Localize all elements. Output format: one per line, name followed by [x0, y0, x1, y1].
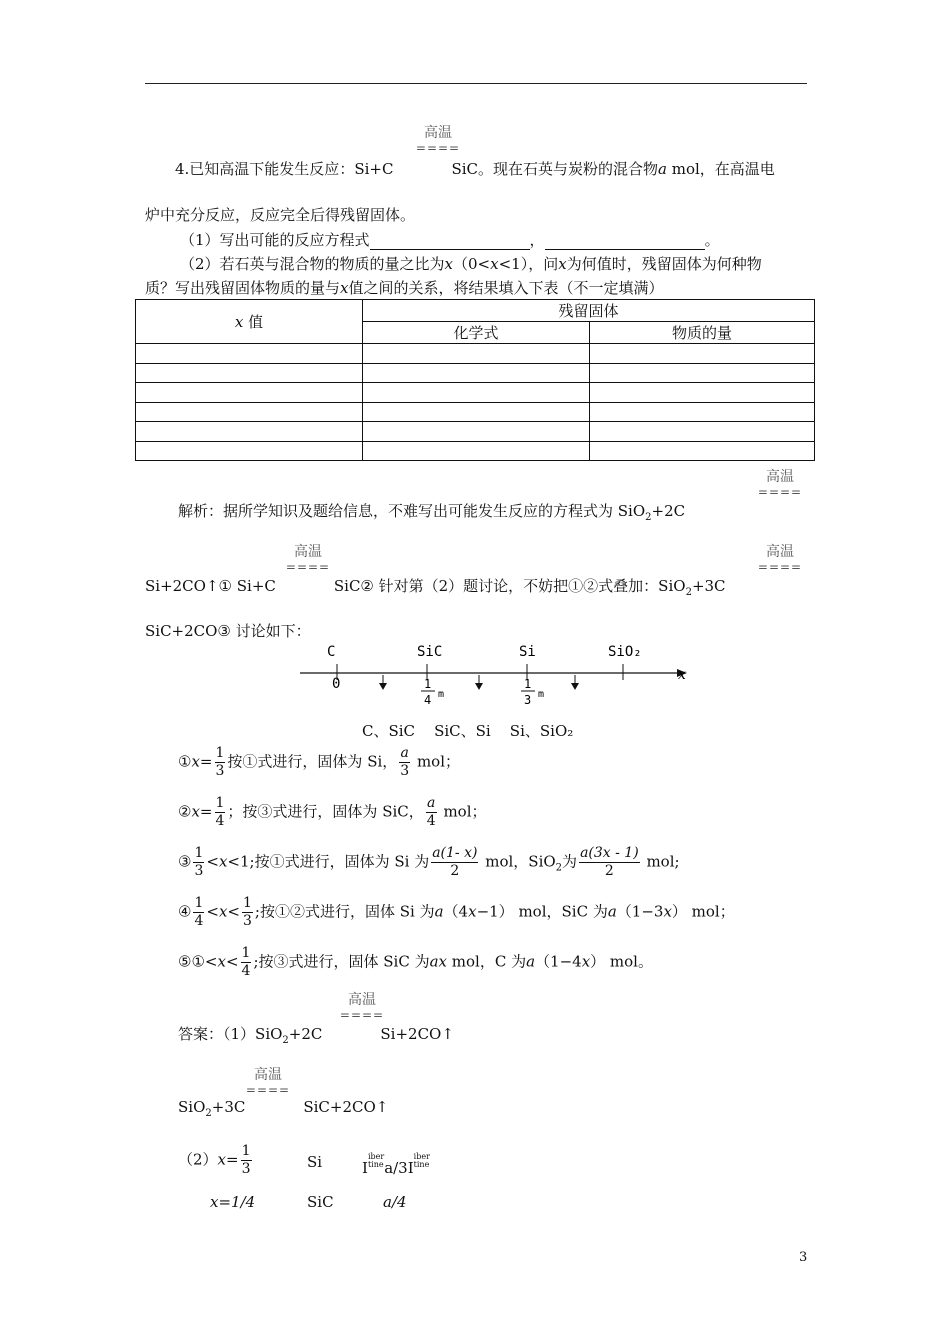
answer-table	[135, 299, 815, 461]
down-arrow-icon	[379, 675, 387, 690]
problem-line-1: 4.已知高温下能发生反应：Si+C SiC。现在石英与炭粉的混合物a mol，在高温电	[175, 160, 775, 178]
analysis-line-1: 解析：据所学知识及题给信息，不难写出可能发生反应的方程式为 SiO$_2$+2C	[178, 502, 686, 523]
number-line-diagram	[295, 640, 695, 710]
case-2: ②x= $\frac{1}{4}$ ；按③式进行，固体为 SiC， $\frac{a}{4}$ mol；	[178, 795, 487, 829]
analysis-line-3: SiC+2CO③ 讨论如下：	[145, 622, 311, 640]
table-row	[136, 363, 815, 383]
frac1-num: 1	[424, 677, 432, 691]
analysis-condition-3: 高温 ====	[757, 544, 803, 574]
answer-3-x: x=1/4	[210, 1193, 256, 1211]
table-header-amount: 物质的量	[590, 322, 815, 344]
frac1-m: m	[438, 689, 445, 700]
case-3: ③ $\frac{1}{3}$ <x<1;按①式进行，固体为 Si 为 $\frac{a(1- x)}{2}$ mol，SiO$_2$为 $\frac{a(3x - 1)}{2}$ mol;	[178, 845, 680, 879]
frac2-m: m	[538, 689, 545, 700]
answer-2-si: Si	[307, 1153, 323, 1171]
answer-3-amount: a/4	[383, 1193, 407, 1211]
table-header-residue: 残留固体	[363, 300, 815, 322]
label-zero: 0	[332, 676, 341, 692]
case-1: ①x= $\frac{1}{3}$ 按①式进行，固体为 Si， $\frac{a}{3}$ mol；	[178, 745, 461, 779]
table-row	[136, 383, 815, 403]
table-header-formula: 化学式	[363, 322, 590, 344]
problem-line-2: 炉中充分反应，反应完全后得残留固体。	[145, 206, 416, 224]
reaction-condition: 高温 ====	[415, 125, 461, 155]
page-number: 3	[799, 1250, 808, 1265]
axis-label-x: x	[678, 667, 686, 683]
answer-condition-1: 高温 ====	[339, 992, 385, 1022]
label-c: C	[327, 644, 336, 660]
frac2-den: 3	[524, 693, 532, 707]
answer-3-sic: SiC	[307, 1193, 334, 1211]
question-2-line-2: 质？写出残留固体物质的量与x值之间的关系，将结果填入下表（不一定填满）	[145, 279, 664, 297]
answer-line-2: SiO$_2$+3C SiC+2CO↑	[178, 1098, 389, 1119]
header-rule	[145, 83, 807, 84]
case-4: ④ $\frac{1}{4}$ <x< $\frac{1}{3}$ ;按①②式进行，固体 Si 为a（4x−1） mol，SiC 为a（1−3x） mol；	[178, 895, 735, 929]
frac1-den: 4	[424, 693, 432, 707]
analysis-condition-2: 高温 ====	[285, 544, 331, 574]
down-arrow-icon	[475, 675, 483, 690]
answer-condition-2: 高温 ====	[245, 1067, 291, 1097]
label-si: Si	[519, 644, 536, 660]
label-sio2: SiO₂	[608, 644, 642, 660]
analysis-condition-1: 高温 ====	[757, 469, 803, 499]
answer-line-1: 答案：（1）SiO$_2$+2C Si+2CO↑	[178, 1025, 454, 1046]
answer-2-si-amount: I iber tine a/3I iber tine	[362, 1152, 430, 1177]
frac2-num: 1	[524, 677, 532, 691]
table-row	[136, 344, 815, 364]
table-row	[136, 422, 815, 442]
table-row	[136, 441, 815, 461]
down-arrow-icon	[571, 675, 579, 690]
analysis-line-2: Si+2CO↑① Si+C SiC② 针对第（2）题讨论，不妨把①②式叠加：SiO$_2$+3C	[145, 577, 726, 598]
table-row	[136, 402, 815, 422]
region-labels: C、SiC SiC、Si Si、SiO₂	[362, 722, 574, 740]
table-header-x: x 值	[136, 300, 363, 344]
answer-2-label: （2）x= $\frac{1}{3}$	[178, 1143, 251, 1177]
question-1: （1）写出可能的反应方程式 ， 。	[180, 231, 720, 249]
label-sic: SiC	[417, 644, 443, 660]
question-2-line-1: （2）若石英与混合物的物质的量之比为x（0<x<1），问x为何值时，残留固体为何种物	[180, 255, 762, 273]
case-5: ⑤①<x< $\frac{1}{4}$ ;按③式进行，固体 SiC 为ax mol，C 为a（1−4x） mol。	[178, 945, 653, 979]
